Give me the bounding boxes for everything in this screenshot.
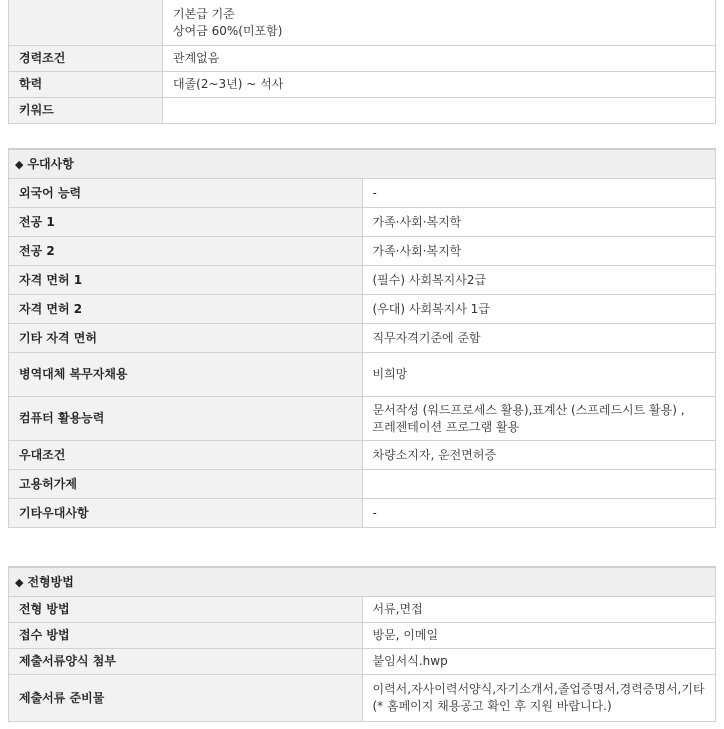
attachment-value [362, 649, 716, 675]
employment-permit-label: 고용허가제 [9, 470, 363, 499]
pref-row-military [9, 353, 716, 397]
method-value: 서류,면접 [362, 597, 716, 623]
pref-row-license-2 [9, 295, 716, 324]
foreign-language-value: - [362, 179, 716, 208]
conditions-label: 우대조건 [9, 441, 363, 470]
preference-header-row [9, 149, 716, 179]
sel-row-method [9, 597, 716, 623]
pref-row-major-1 [9, 208, 716, 237]
license-1-value: (필수) 사회복지사2급 [362, 266, 716, 295]
sel-row-attachment [9, 649, 716, 675]
education-label: 학력 [9, 72, 163, 98]
salary-value-cell [163, 0, 716, 46]
pref-row-computer [9, 397, 716, 441]
pref-row-license-1 [9, 266, 716, 295]
computer-value: 문서작성 (워드프로세스 활용),표계산 (스프레드시트 활용) ,프레젠테이션 프로그램 활용 [362, 397, 716, 441]
salary-line-2: 상여금 60%(미포함) [173, 23, 283, 38]
major-2-label: 전공 2 [9, 237, 363, 266]
career-row [9, 46, 716, 72]
major-2-value: 가족·사회·복지학 [362, 237, 716, 266]
salary-label-cell [9, 0, 163, 46]
sel-row-receipt [9, 623, 716, 649]
receipt-label: 접수 방법 [9, 623, 363, 649]
selection-header-row [9, 567, 716, 597]
preference-header-title: 우대사항 [27, 156, 74, 171]
diamond-icon: ◆ [15, 157, 24, 171]
receipt-value: 방문, 이메일 [362, 623, 716, 649]
keyword-label: 키워드 [9, 98, 163, 124]
sel-row-documents [9, 675, 716, 722]
computer-label: 컴퓨터 활용능력 [9, 397, 363, 441]
major-1-label: 전공 1 [9, 208, 363, 237]
keyword-row [9, 98, 716, 124]
military-value: 비희망 [362, 353, 716, 397]
career-value: 관계없음 [163, 46, 716, 72]
employment-permit-value [362, 470, 716, 499]
selection-table [8, 566, 716, 722]
education-value: 대졸(2~3년) ~ 석사 [163, 72, 716, 98]
foreign-language-label: 외국어 능력 [9, 179, 363, 208]
other-license-label: 기타 자격 면허 [9, 324, 363, 353]
preference-table [8, 148, 716, 528]
other-preference-value: - [362, 499, 716, 528]
education-row [9, 72, 716, 98]
military-label: 병역대체 복무자채용 [9, 353, 363, 397]
salary-line-1: 기본급 기준 [173, 6, 235, 21]
conditions-value: 차량소지자, 운전면허증 [362, 441, 716, 470]
major-1-value: 가족·사회·복지학 [362, 208, 716, 237]
other-license-value: 직무자격기준에 준함 [362, 324, 716, 353]
keyword-value [163, 98, 716, 124]
diamond-icon: ◆ [15, 575, 24, 589]
pref-row-employment-permit [9, 470, 716, 499]
selection-header-title: 전형방법 [27, 574, 74, 589]
basic-conditions-table [8, 0, 716, 124]
license-2-value: (우대) 사회복지사 1급 [362, 295, 716, 324]
license-2-label: 자격 면허 2 [9, 295, 363, 324]
selection-header [9, 567, 716, 597]
attachment-label: 제출서류양식 첨부 [9, 649, 363, 675]
pref-row-other-license [9, 324, 716, 353]
method-label: 전형 방법 [9, 597, 363, 623]
preference-header [9, 149, 716, 179]
pref-row-major-2 [9, 237, 716, 266]
pref-row-other [9, 499, 716, 528]
attachment-link[interactable]: 붙임서식.hwp [372, 654, 448, 668]
documents-value: 이력서,자사이력서양식,자기소개서,졸업증명서,경력증명서,기타(* 홈페이지 채용공고 확인 후 지원 바랍니다.) [362, 675, 716, 722]
other-preference-label: 기타우대사항 [9, 499, 363, 528]
career-label: 경력조건 [9, 46, 163, 72]
documents-label: 제출서류 준비물 [9, 675, 363, 722]
salary-row [9, 0, 716, 46]
pref-row-foreign-language [9, 179, 716, 208]
pref-row-conditions [9, 441, 716, 470]
license-1-label: 자격 면허 1 [9, 266, 363, 295]
